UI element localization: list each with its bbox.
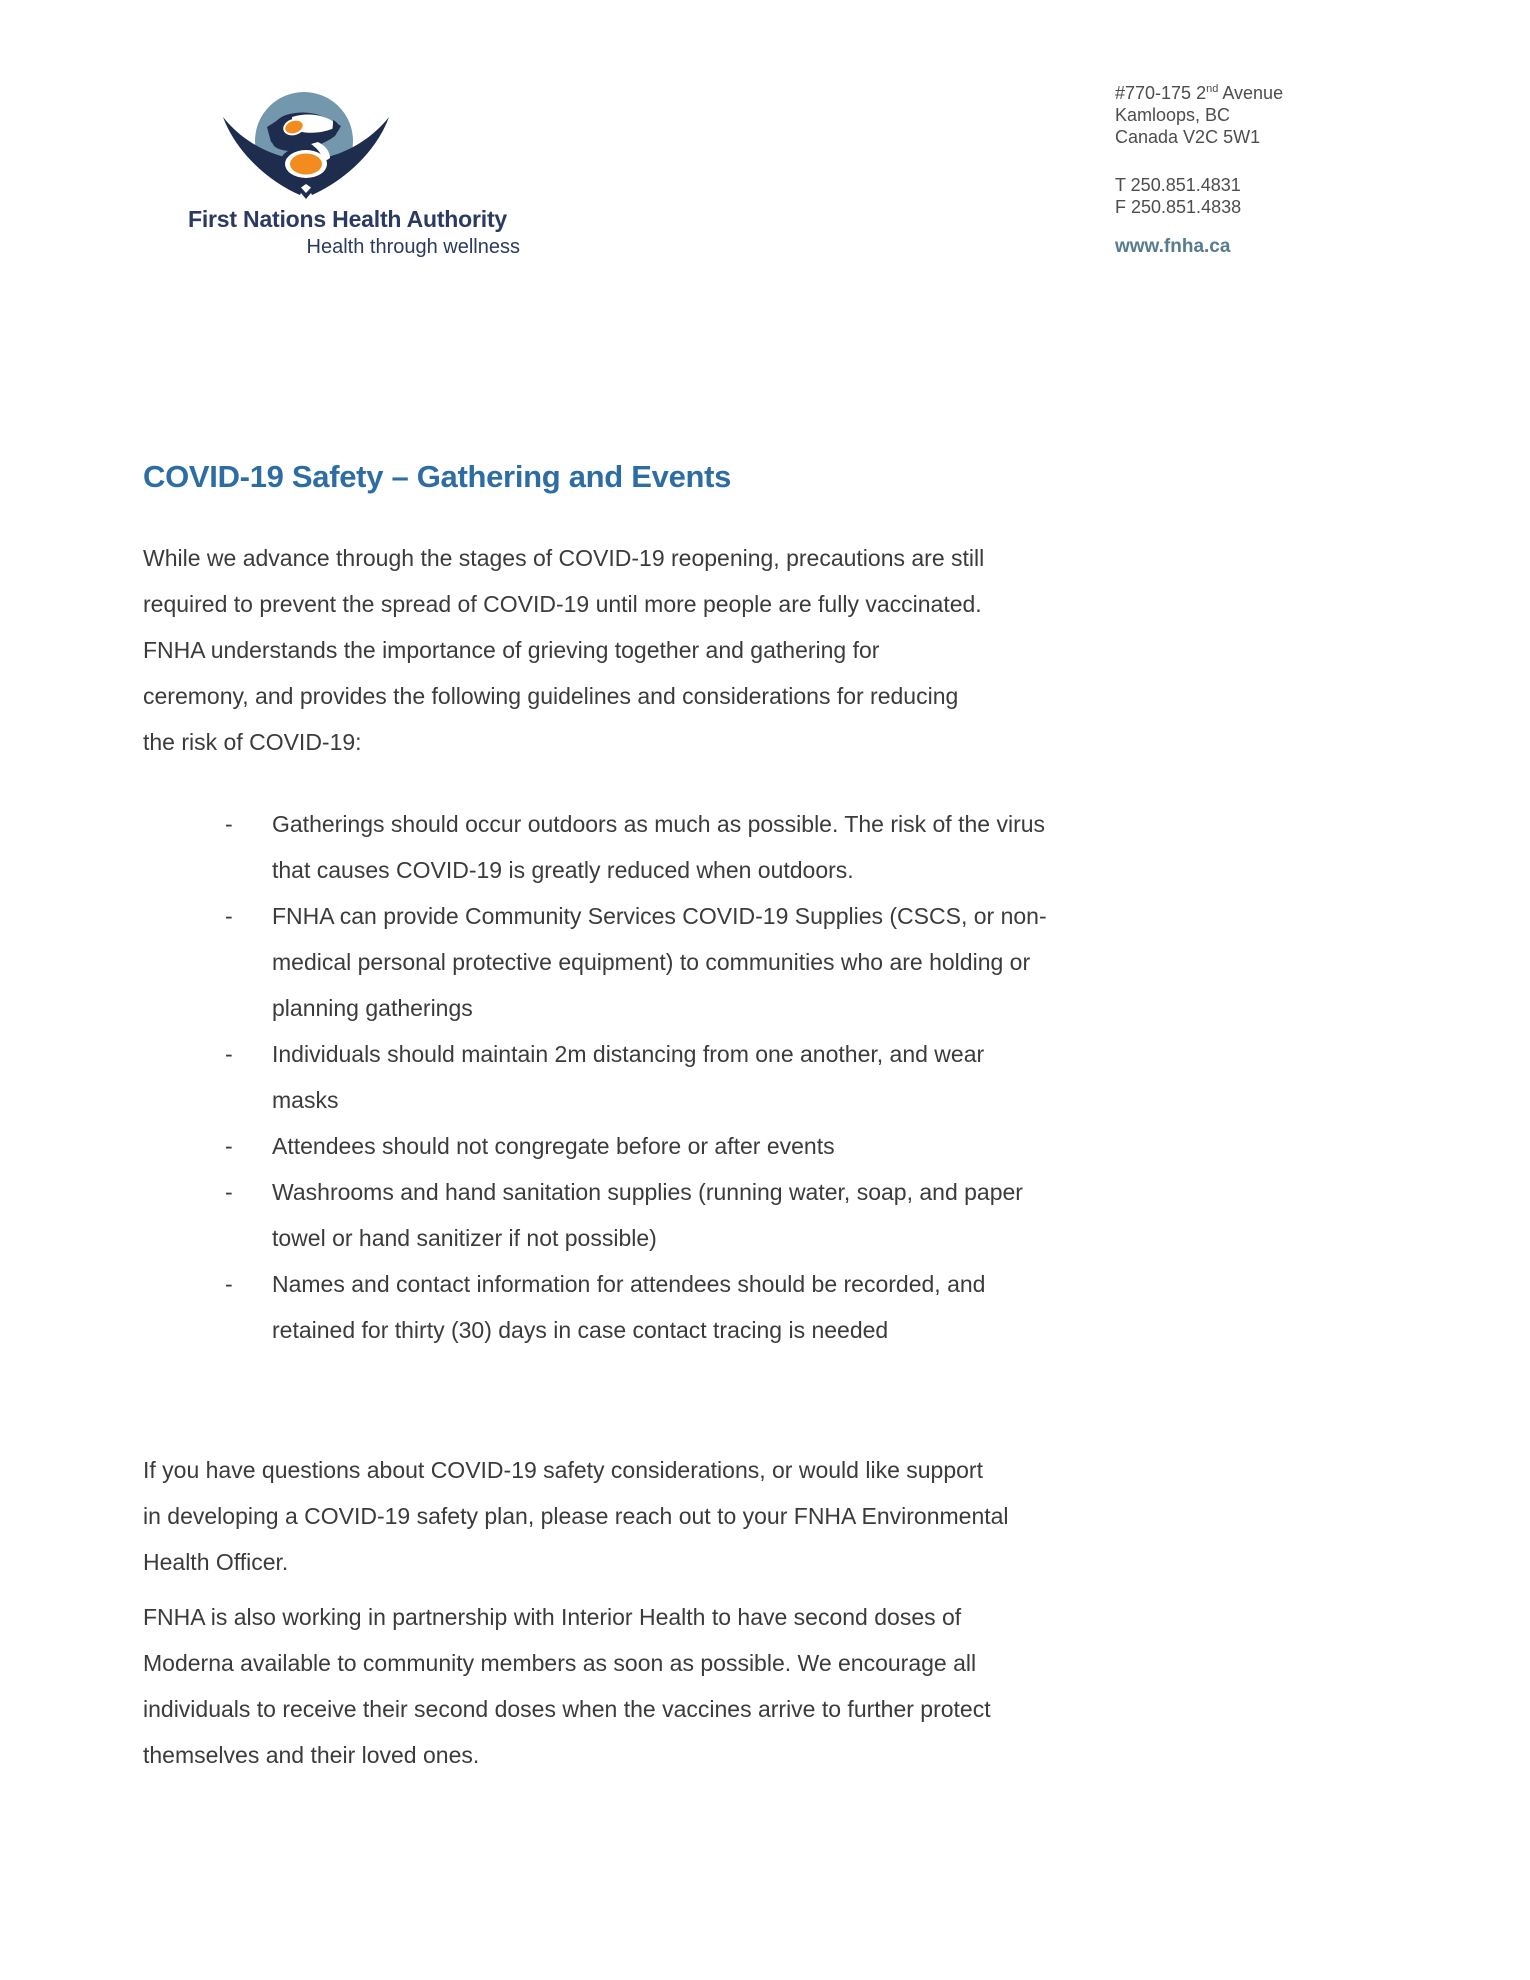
closing-paragraph-1 (143, 1447, 1083, 1585)
address-line-3: Canada V2C 5W1 (1115, 127, 1261, 147)
list-item (143, 893, 1083, 1031)
text-line: Gatherings should occur outdoors as much as possible. The risk of the virus (272, 811, 1046, 837)
bullet-marker: - (225, 1271, 233, 1297)
bullet-marker: - (225, 1179, 233, 1205)
text-line: FNHA understands the importance of grieving together and gathering for (143, 637, 880, 663)
text-line: While we advance through the stages of COVID-19 reopening, precautions are still (143, 545, 985, 571)
text-line: Washrooms and hand sanitation supplies (running water, soap, and paper (272, 1179, 1023, 1205)
spacer (1115, 148, 1283, 174)
text-line: themselves and their loved ones. (143, 1742, 480, 1768)
bullet-marker: - (225, 1133, 233, 1159)
text-line: Names and contact information for attendees should be recorded, and (272, 1271, 986, 1297)
guidelines-list (143, 801, 1083, 1353)
logo-tagline: Health through wellness (306, 236, 520, 258)
list-item (143, 801, 1083, 893)
intro-paragraph (143, 535, 1083, 765)
text-line: retained for thirty (30) days in case contact tracing is needed (272, 1317, 889, 1343)
page-title: COVID-19 Safety – Gathering and Events (143, 459, 732, 494)
address-line-2: Kamloops, BC (1115, 105, 1231, 125)
bullet-marker: - (225, 811, 233, 837)
phone-number: T 250.851.4831 (1115, 175, 1241, 195)
text-line: masks (272, 1087, 339, 1113)
fax-number: F 250.851.4838 (1115, 197, 1242, 217)
text-line: Individuals should maintain 2m distancing from one another, and wear (272, 1041, 985, 1067)
text-line: FNHA can provide Community Services COVID-19 Supplies (CSCS, or non- (272, 903, 1047, 929)
list-item (143, 1031, 1083, 1123)
text-line: that causes COVID-19 is greatly reduced when outdoors. (272, 857, 854, 883)
document-content (143, 455, 1083, 1778)
address-line-1: #770-175 2nd Avenue (1115, 83, 1284, 103)
ordinal-superscript: nd (1206, 83, 1219, 95)
website-link[interactable]: www.fnha.ca (1115, 236, 1231, 257)
text-line: Moderna available to community members as soon as possible. We encourage all (143, 1650, 977, 1676)
text-line: planning gatherings (272, 995, 473, 1021)
text-line: Health Officer. (143, 1549, 289, 1575)
list-item (143, 1169, 1083, 1261)
bullet-marker: - (225, 903, 233, 929)
text-line: in developing a COVID-19 safety plan, please reach out to your FNHA Environmental (143, 1503, 1009, 1529)
text-line: If you have questions about COVID-19 safety considerations, or would like support (143, 1457, 983, 1483)
text-line: required to prevent the spread of COVID-19 until more people are fully vaccinated. (143, 591, 982, 617)
list-item (143, 1261, 1083, 1353)
text-line: individuals to receive their second doses when the vaccines arrive to further protect (143, 1696, 991, 1722)
text-line: Attendees should not congregate before or after events (272, 1133, 835, 1159)
text-line: towel or hand sanitizer if not possible) (272, 1225, 657, 1251)
logo-org-name: First Nations Health Authority (188, 206, 507, 232)
letterhead-address-block (1115, 82, 1283, 258)
text-line: medical personal protective equipment) to communities who are holding or (272, 949, 1031, 975)
list-item (143, 1123, 1083, 1169)
text-line: the risk of COVID-19: (143, 729, 362, 755)
fnha-eagle-logo-icon (222, 84, 390, 202)
spacer (1115, 218, 1283, 235)
closing-paragraph-2 (143, 1594, 1083, 1778)
text-line: FNHA is also working in partnership with Interior Health to have second doses of (143, 1604, 962, 1630)
bullet-marker: - (225, 1041, 233, 1067)
text-line: ceremony, and provides the following guidelines and considerations for reducing (143, 683, 959, 709)
